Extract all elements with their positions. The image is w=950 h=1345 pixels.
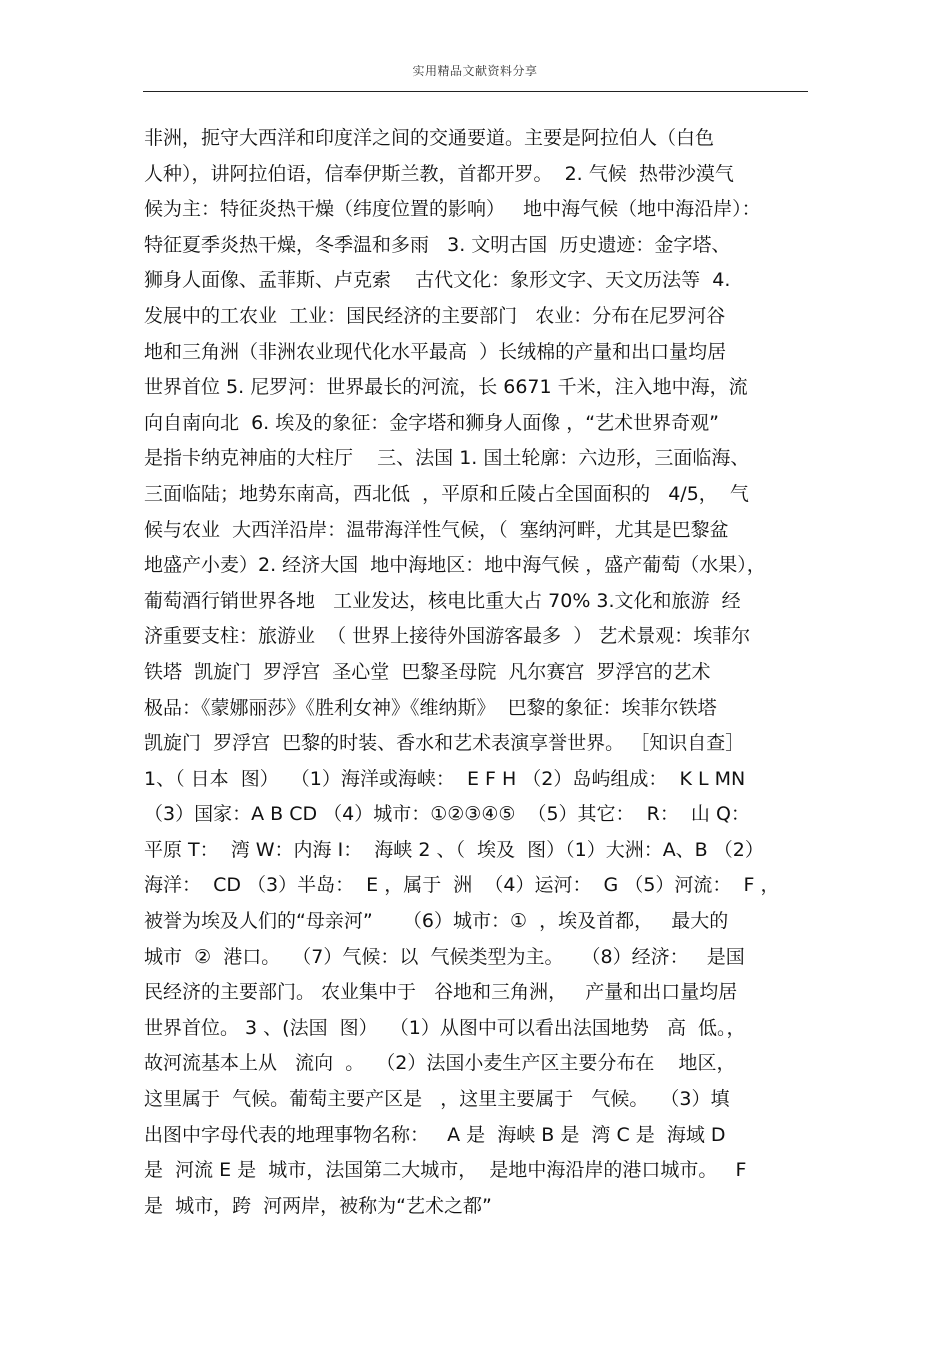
text-line: 是 城市，跨 河两岸，被称为“艺术之都” <box>144 1194 492 1217</box>
text-line: 这里属于 气候。葡萄主要产区是 ，这里主要属于 气候。 （3）填 <box>144 1088 730 1111</box>
text-line: 故河流基本上从 流向 。 （2）法国小麦生产区主要分布在 地区， <box>144 1052 736 1075</box>
text-line: 地和三角洲（非洲农业现代化水平最高 ）长绒棉的产量和出口量均居 <box>144 340 727 363</box>
text-line: 发展中的工农业 工业：国民经济的主要部门 农业：分布在尼罗河谷 <box>144 304 726 327</box>
header-divider <box>143 91 808 92</box>
text-line: 候为主：特征炎热干燥（纬度位置的影响） 地中海气候（地中海沿岸）： <box>144 198 761 221</box>
text-line: 被誉为埃及人们的“母亲河” （6）城市：① ，埃及首都， 最大的 <box>144 910 729 933</box>
text-line: 极品：《蒙娜丽莎》《胜利女神》《维纳斯》 巴黎的象征：埃菲尔铁塔 <box>144 696 717 719</box>
text-line: 地盛产小麦）2. 经济大国 地中海地区：地中海气候 ，盛产葡萄（水果）， <box>144 554 766 577</box>
text-line: 向自南向北 6. 埃及的象征：金字塔和狮身人面像 ，“艺术世界奇观” <box>144 411 719 434</box>
text-line: 平原 T： 湾 W：内海 I： 海峡 2 、（ 埃及 图）（1）大洲：A、B （2） <box>144 838 764 861</box>
text-line: 济重要支柱：旅游业 （ 世界上接待外国游客最多 ） 艺术景观：埃菲尔 <box>144 625 751 648</box>
page-header-title: 实用精品文献资料分享 <box>412 64 538 78</box>
text-line: 候与农业 大西洋沿岸：温带海洋性气候，（ 塞纳河畔，尤其是巴黎盆 <box>144 518 729 541</box>
text-line: 是 河流 E 是 城市，法国第二大城市， 是地中海沿岸的港口城市。 F <box>144 1159 747 1182</box>
text-line: 葡萄酒行销世界各地 工业发达，核电比重大占 70% 3.文化和旅游 经 <box>144 589 741 612</box>
text-line: 是指卡纳克神庙的大柱厅 三、法国 1. 国土轮廓：六边形，三面临海、 <box>144 447 750 470</box>
text-line: 凯旋门 罗浮宫 巴黎的时装、香水和艺术表演享誉世界。 ［知识自查］ <box>144 732 745 755</box>
text-line: 三面临陆；地势东南高，西北低 ，平原和丘陵占全国面积的 4/5， 气 <box>144 482 749 505</box>
text-line: 出图中字母代表的地理事物名称： A 是 海峡 B 是 湾 C 是 海域 D <box>144 1123 726 1146</box>
document-body <box>144 121 812 1224</box>
text-line: 特征夏季炎热干燥，冬季温和多雨 3. 文明古国 历史遗迹：金字塔、 <box>144 233 731 256</box>
text-line: 城市 ② 港口。 （7）气候：以 气候类型为主。 （8）经济： 是国 <box>144 945 745 968</box>
text-line: 1、（ 日本 图） （1）海洋或海峡： E F H （2）岛屿组成： K L MN <box>144 767 746 790</box>
text-line: 世界首位。 3 、(法国 图） （1）从图中可以看出法国地势 高 低。， <box>144 1016 746 1039</box>
text-line: 民经济的主要部门。 农业集中于 谷地和三角洲， 产量和出口量均居 <box>144 981 738 1004</box>
text-line: 海洋： CD （3）半岛： E ，属于 洲 （4）运河： G （5）河流： F ， <box>144 874 780 897</box>
text-line: 非洲，扼守大西洋和印度洋之间的交通要道。主要是阿拉伯人（白色 <box>144 127 715 149</box>
text-line: 铁塔 凯旋门 罗浮宫 圣心堂 巴黎圣母院 凡尔赛宫 罗浮宫的艺术 <box>144 660 711 683</box>
text-line: 世界首位 5. 尼罗河：世界最长的河流，长 6671 千米，注入地中海，流 <box>144 376 748 399</box>
text-line: 狮身人面像、孟菲斯、卢克索 古代文化：象形文字、天文历法等 4. <box>144 269 731 292</box>
text-line: （3）国家：A B CD （4）城市：①②③④⑤ （5）其它： R： 山 Q： <box>144 803 750 826</box>
text-line: 人种），讲阿拉伯语，信奉伊斯兰教，首都开罗。 2. 气候 热带沙漠气 <box>144 162 734 185</box>
